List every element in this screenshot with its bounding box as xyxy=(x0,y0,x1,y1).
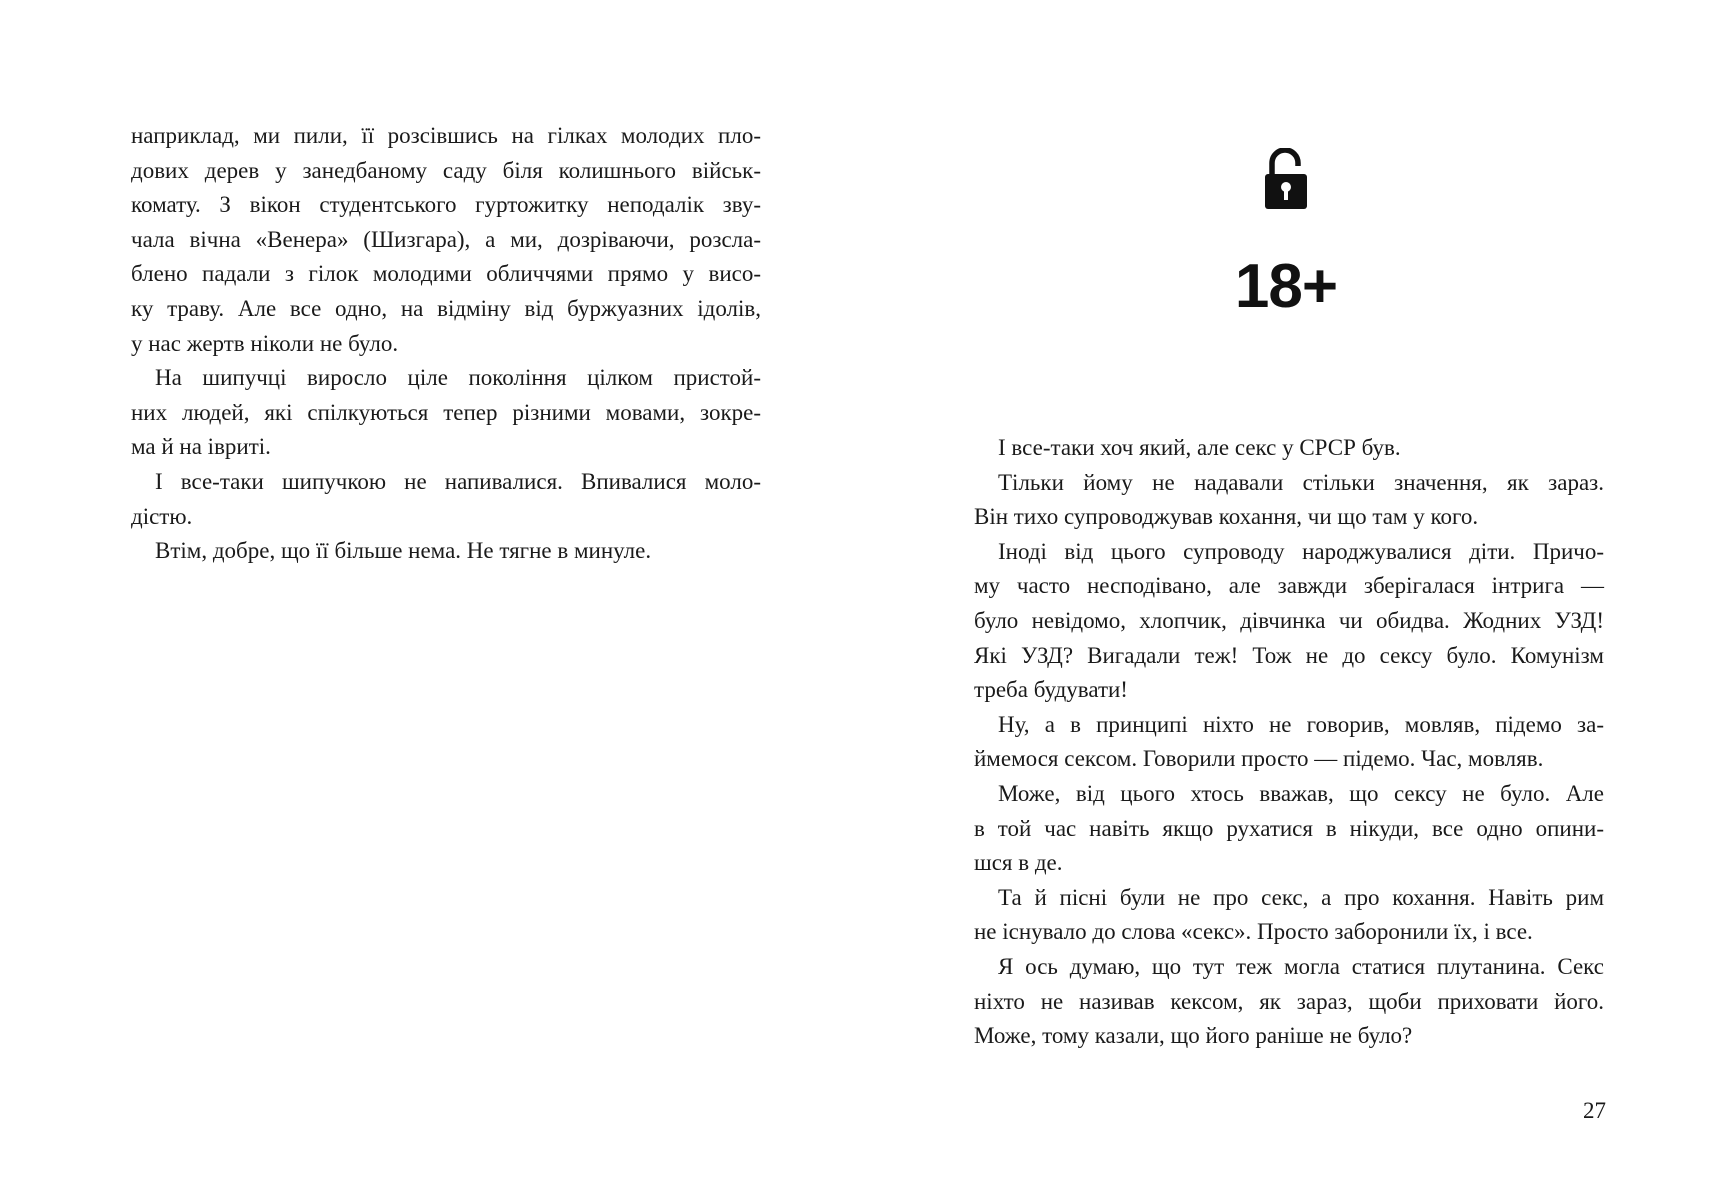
age-rating-label: 18+ xyxy=(1234,252,1338,321)
text-line: Може, від цього хтось вважав, що сексу не було. Але xyxy=(998,780,1604,806)
text-line: Він тихо супроводжував кохання, чи що там у кого. xyxy=(974,504,1479,530)
text-line: ймемося сексом. Говорили просто — підемо. Час, мовляв. xyxy=(974,746,1544,772)
text-line: них людей, які спілкуються тепер різними мовами, зокре- xyxy=(131,399,761,425)
left-page xyxy=(0,0,856,1182)
text-line: Які УЗД? Вигадали теж! Тож не до сексу було. Комунізм xyxy=(974,642,1604,668)
right-page-text xyxy=(974,431,1604,1054)
paragraph xyxy=(131,361,761,465)
text-line: І все-таки хоч який, але секс у СРСР був. xyxy=(998,435,1401,460)
text-line: дових дерев у занедбаному саду біля колишнього військ- xyxy=(131,157,761,183)
paragraph xyxy=(131,465,761,534)
text-line: шся в де. xyxy=(974,850,1063,876)
text-line: ку траву. Але все одно, на відміну від буржуазних ідолів, xyxy=(131,295,761,321)
text-line: треба будувати! xyxy=(974,677,1128,703)
right-page xyxy=(856,0,1713,1182)
text-line: ніхто не називав кексом, як зараз, щоби приховати його. xyxy=(974,988,1604,1014)
text-line: наприклад, ми пили, її розсівшись на гілках молодих пло- xyxy=(131,123,761,148)
paragraph xyxy=(974,881,1604,950)
text-line: ма й на івриті. xyxy=(131,434,271,460)
paragraph xyxy=(974,708,1604,777)
page-number: 27 xyxy=(1583,1098,1606,1123)
text-line: у нас жертв ніколи не було. xyxy=(131,330,399,356)
paragraph xyxy=(974,950,1604,1054)
text-line: Може, тому казали, що його раніше не було? xyxy=(974,1023,1413,1049)
text-line: блено падали з гілок молодими обличчями прямо у висо- xyxy=(131,261,761,287)
paragraph xyxy=(974,466,1604,535)
paragraph xyxy=(974,535,1604,708)
text-line: комату. З вікон студентського гуртожитку неподалік зву- xyxy=(131,192,761,218)
paragraph xyxy=(131,119,761,361)
unlocked-padlock-icon xyxy=(1263,148,1309,210)
text-line: Я ось думаю, що тут теж могла статися плутанина. Секс xyxy=(998,953,1604,979)
text-line: не існувало до слова «секс». Просто заборонили їх, і все. xyxy=(974,919,1533,945)
text-line: чала вічна «Венера» (Шизгара), а ми, дозріваючи, розсла- xyxy=(131,226,761,252)
text-line: Та й пісні були не про секс, а про кохання. Навіть рим xyxy=(998,884,1604,910)
text-line: в той час навіть якщо рухатися в нікуди, все одно опини- xyxy=(974,815,1604,841)
paragraph xyxy=(974,777,1604,881)
text-line: Тільки йому не надавали стільки значення, як зараз. xyxy=(998,469,1604,495)
text-line: дістю. xyxy=(131,503,193,529)
text-line: було невідомо, хлопчик, дівчинка чи обидва. Жодних УЗД! xyxy=(974,607,1604,633)
text-line: На шипучці виросло ціле покоління цілком пристой- xyxy=(155,365,761,391)
text-line: Втім, добре, що її більше нема. Не тягне в минуле. xyxy=(155,538,652,564)
left-page-text xyxy=(131,119,761,569)
paragraph xyxy=(131,534,761,569)
text-line: Ну, а в принципі ніхто не говорив, мовляв, підемо за- xyxy=(998,711,1604,737)
text-line: Іноді від цього супроводу народжувалися діти. Причо- xyxy=(998,538,1604,564)
paragraph xyxy=(974,431,1604,466)
text-line: І все-таки шипучкою не напивалися. Впивалися моло- xyxy=(155,468,761,494)
text-line: му часто несподівано, але завжди зберігалася інтрига — xyxy=(974,573,1604,599)
